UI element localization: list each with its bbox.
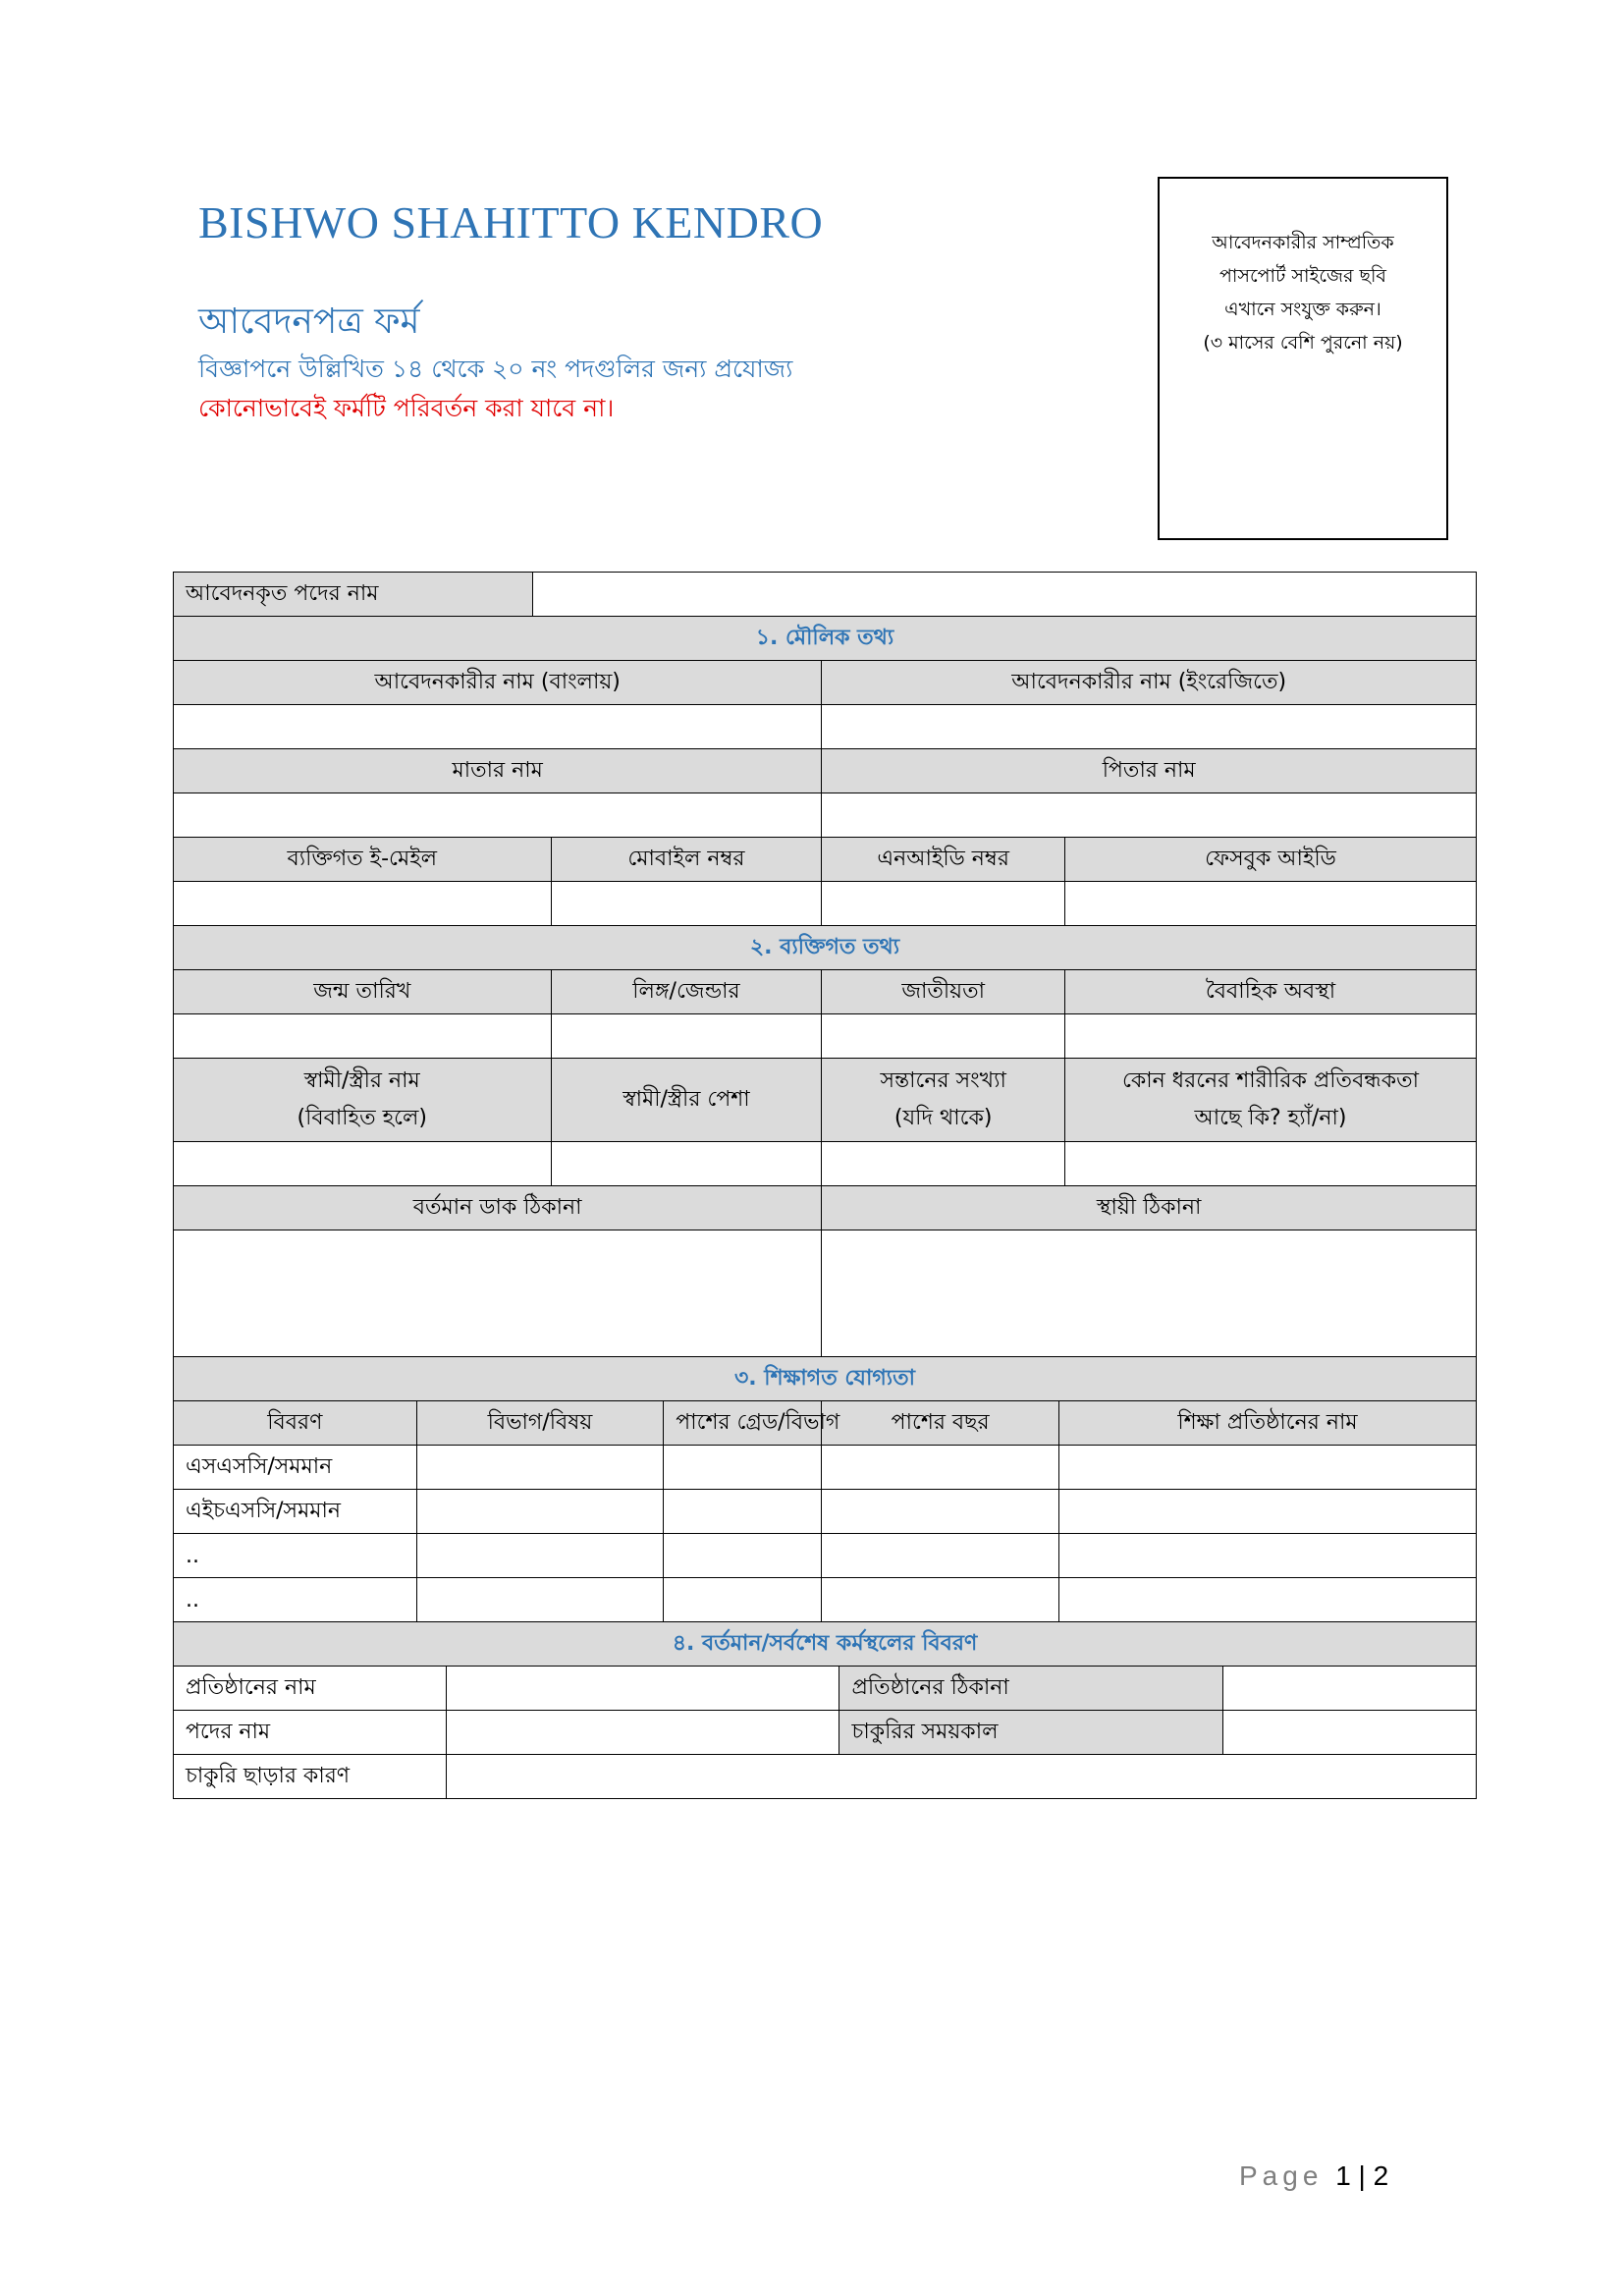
facebook-input[interactable]: [1064, 882, 1476, 926]
name-bangla-label: আবেদনকারীর নাম (বাংলায়): [174, 661, 822, 705]
photo-instruction-line4: (৩ মাসের বেশি পুরনো নয়): [1203, 332, 1403, 354]
father-name-input[interactable]: [822, 793, 1477, 838]
section-education-title: ৩. শিক্ষাগত যোগ্যতা: [174, 1357, 1477, 1401]
edu-col-subject: বিভাগ/বিষয়: [416, 1401, 664, 1446]
edu-year-input[interactable]: [822, 1578, 1059, 1622]
marital-status-input[interactable]: [1064, 1014, 1476, 1059]
applied-post-row: [174, 573, 1477, 617]
edu-institution-input[interactable]: [1058, 1578, 1476, 1622]
mother-name-input[interactable]: [174, 793, 822, 838]
page-number: Page 1 | 2: [1239, 2160, 1389, 2191]
dob-label: জন্ম তারিখ: [174, 970, 552, 1014]
present-address-label: বর্তমান ডাক ঠিকানা: [174, 1186, 822, 1230]
mother-name-label: মাতার নাম: [174, 749, 822, 793]
post-name-input[interactable]: [446, 1711, 839, 1755]
gender-label: লিঙ্গ/জেন্ডার: [551, 970, 822, 1014]
father-name-label: পিতার নাম: [822, 749, 1477, 793]
edu-col-year: পাশের বছর: [822, 1401, 1059, 1446]
leave-reason-label: চাকুরি ছাড়ার কারণ: [174, 1755, 447, 1799]
mobile-label: মোবাইল নম্বর: [551, 838, 822, 882]
section-education: [174, 1357, 1477, 1401]
disability-input[interactable]: [1064, 1142, 1476, 1186]
edu-subject-input[interactable]: [416, 1578, 664, 1622]
email-label: ব্যক্তিগত ই-মেইল: [174, 838, 552, 882]
dob-input[interactable]: [174, 1014, 552, 1059]
section-personal-info: [174, 926, 1477, 970]
application-form-table: [173, 572, 1477, 1799]
applied-post-label: আবেদনকৃত পদের নাম: [174, 573, 533, 617]
section-personal-info-title: ২. ব্যক্তিগত তথ্য: [174, 926, 1477, 970]
nationality-label: জাতীয়তা: [822, 970, 1065, 1014]
edu-institution-input[interactable]: [1058, 1446, 1476, 1490]
children-count-input[interactable]: [822, 1142, 1065, 1186]
edu-subject-input[interactable]: [416, 1534, 664, 1578]
spouse-occupation-input[interactable]: [551, 1142, 822, 1186]
section-work: [174, 1622, 1477, 1667]
edu-institution-input[interactable]: [1058, 1534, 1476, 1578]
page-total: 2: [1373, 2160, 1389, 2191]
edu-grade-input[interactable]: [664, 1490, 822, 1534]
warning-note: কোনোভাবেই ফর্মটি পরিবর্তন করা যাবে না।: [198, 394, 615, 422]
applied-post-input[interactable]: [533, 573, 1477, 617]
nid-label: এনআইডি নম্বর: [822, 838, 1065, 882]
marital-status-label: বৈবাহিক অবস্থা: [1064, 970, 1476, 1014]
edu-subject-input[interactable]: [416, 1490, 664, 1534]
email-input[interactable]: [174, 882, 552, 926]
education-row: [174, 1490, 1477, 1534]
education-row: [174, 1446, 1477, 1490]
post-name-label: পদের নাম: [174, 1711, 447, 1755]
present-address-input[interactable]: [174, 1230, 822, 1357]
education-header-row: [174, 1401, 1477, 1446]
service-period-label: চাকুরির সময়কাল: [839, 1711, 1223, 1755]
name-english-input[interactable]: [822, 705, 1477, 749]
page-current: 1: [1335, 2160, 1351, 2191]
edu-row-label: এসএসসি/সমমান: [174, 1446, 417, 1490]
edu-subject-input[interactable]: [416, 1446, 664, 1490]
org-name-label: প্রতিষ্ঠানের নাম: [174, 1667, 447, 1711]
org-name-input[interactable]: [446, 1667, 839, 1711]
service-period-input[interactable]: [1223, 1711, 1477, 1755]
gender-input[interactable]: [551, 1014, 822, 1059]
edu-year-input[interactable]: [822, 1446, 1059, 1490]
applicable-note: বিজ্ঞাপনে উল্লিখিত ১৪ থেকে ২০ নং পদগুলির জন্য প্রযোজ্য: [198, 355, 793, 383]
mobile-input[interactable]: [551, 882, 822, 926]
nationality-input[interactable]: [822, 1014, 1065, 1059]
photo-placeholder[interactable]: [1158, 177, 1448, 540]
photo-instruction-line3: এখানে সংযুক্ত করুন।: [1224, 299, 1381, 320]
org-address-input[interactable]: [1223, 1667, 1477, 1711]
name-bangla-input[interactable]: [174, 705, 822, 749]
facebook-label: ফেসবুক আইডি: [1064, 838, 1476, 882]
children-count-label: সন্তানের সংখ্যা (যদি থাকে): [822, 1059, 1065, 1142]
edu-row-label: ..: [174, 1534, 417, 1578]
spouse-name-input[interactable]: [174, 1142, 552, 1186]
spouse-name-label: স্বামী/স্ত্রীর নাম (বিবাহিত হলে): [174, 1059, 552, 1142]
page-word: Page: [1239, 2160, 1324, 2191]
edu-col-institution: শিক্ষা প্রতিষ্ঠানের নাম: [1058, 1401, 1476, 1446]
permanent-address-input[interactable]: [822, 1230, 1477, 1357]
edu-col-description: বিবরণ: [174, 1401, 417, 1446]
edu-grade-input[interactable]: [664, 1534, 822, 1578]
edu-col-grade: পাশের গ্রেড/বিভাগ: [664, 1401, 822, 1446]
edu-year-input[interactable]: [822, 1490, 1059, 1534]
education-row: [174, 1578, 1477, 1622]
spouse-occupation-label: স্বামী/স্ত্রীর পেশা: [551, 1059, 822, 1142]
section-basic-info-title: ১. মৌলিক তথ্য: [174, 617, 1477, 661]
photo-instruction-line1: আবেদনকারীর সাম্প্রতিক: [1212, 232, 1394, 253]
form-title: আবেদনপত্র ফর্ম: [198, 301, 420, 342]
edu-row-label: ..: [174, 1578, 417, 1622]
edu-year-input[interactable]: [822, 1534, 1059, 1578]
disability-label: কোন ধরনের শারীরিক প্রতিবন্ধকতা আছে কি? হ্যাঁ/না): [1064, 1059, 1476, 1142]
photo-instruction-line2: পাসপোর্ট সাইজের ছবি: [1219, 265, 1386, 287]
permanent-address-label: স্থায়ী ঠিকানা: [822, 1186, 1477, 1230]
org-address-label: প্রতিষ্ঠানের ঠিকানা: [839, 1667, 1223, 1711]
organization-name: BISHWO SHAHITTO KENDRO: [198, 197, 824, 247]
edu-institution-input[interactable]: [1058, 1490, 1476, 1534]
edu-grade-input[interactable]: [664, 1446, 822, 1490]
edu-row-label: এইচএসসি/সমমান: [174, 1490, 417, 1534]
education-row: [174, 1534, 1477, 1578]
name-english-label: আবেদনকারীর নাম (ইংরেজিতে): [822, 661, 1477, 705]
section-basic-info: [174, 617, 1477, 661]
section-work-title: ৪. বর্তমান/সর্বশেষ কর্মস্থলের বিবরণ: [174, 1622, 1477, 1667]
nid-input[interactable]: [822, 882, 1065, 926]
edu-grade-input[interactable]: [664, 1578, 822, 1622]
leave-reason-input[interactable]: [446, 1755, 1476, 1799]
